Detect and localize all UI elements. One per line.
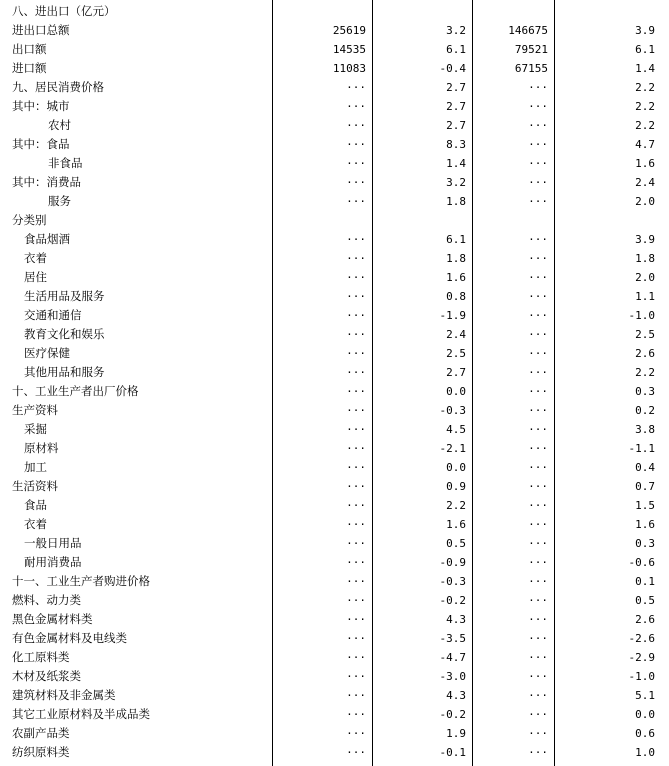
table-row bbox=[0, 477, 669, 496]
cell-c1 bbox=[272, 211, 372, 230]
cell-c2: -2.1 bbox=[439, 442, 466, 455]
cell-c2: -0.2 bbox=[439, 708, 466, 721]
cell-c4: 2.0 bbox=[635, 195, 655, 208]
cell-c1: ··· bbox=[346, 613, 366, 626]
cell-c3: ··· bbox=[528, 100, 548, 113]
cell-c4: 0.1 bbox=[635, 575, 655, 588]
cell-c3: ··· bbox=[528, 366, 548, 379]
table-row bbox=[0, 705, 669, 724]
table-row bbox=[0, 21, 669, 40]
cell-c1: ··· bbox=[346, 252, 366, 265]
row-label: 生活用品及服务 bbox=[24, 289, 105, 303]
row-label: 原材料 bbox=[24, 441, 59, 455]
row-label: 采掘 bbox=[24, 422, 47, 436]
cell-c4 bbox=[554, 2, 669, 21]
table-row bbox=[0, 40, 669, 59]
table-row bbox=[0, 306, 669, 325]
cell-c4: 2.2 bbox=[635, 366, 655, 379]
cell-c3: 146675 bbox=[508, 24, 548, 37]
table-row bbox=[0, 192, 669, 211]
cell-c1: ··· bbox=[346, 708, 366, 721]
cell-c1: ··· bbox=[346, 461, 366, 474]
cell-c2: -0.1 bbox=[439, 746, 466, 759]
cell-c2: 0.9 bbox=[446, 480, 466, 493]
cell-c2: 4.5 bbox=[446, 423, 466, 436]
cell-c1: ··· bbox=[346, 518, 366, 531]
table-row bbox=[0, 135, 669, 154]
cell-c2: 4.3 bbox=[446, 689, 466, 702]
table-row bbox=[0, 59, 669, 78]
cell-c3: ··· bbox=[528, 594, 548, 607]
table-row bbox=[0, 287, 669, 306]
table-body bbox=[0, 2, 669, 762]
cell-c3: 67155 bbox=[514, 62, 548, 75]
table-row bbox=[0, 534, 669, 553]
cell-c2: 0.5 bbox=[446, 537, 466, 550]
cell-c1: ··· bbox=[346, 404, 366, 417]
row-label: 进出口总额 bbox=[12, 23, 70, 37]
cell-c1: ··· bbox=[346, 309, 366, 322]
table-row bbox=[0, 78, 669, 97]
table-row bbox=[0, 591, 669, 610]
cell-c1: ··· bbox=[346, 366, 366, 379]
cell-c3: ··· bbox=[528, 119, 548, 132]
cell-c3: ··· bbox=[528, 271, 548, 284]
cell-c3: ··· bbox=[528, 233, 548, 246]
cell-c2: 6.1 bbox=[446, 43, 466, 56]
table-row bbox=[0, 363, 669, 382]
cell-c2: 2.7 bbox=[446, 100, 466, 113]
cell-c1 bbox=[272, 2, 372, 21]
cell-c2: -0.3 bbox=[439, 404, 466, 417]
cell-c2: 4.3 bbox=[446, 613, 466, 626]
cell-c4: 3.8 bbox=[635, 423, 655, 436]
cell-c4: 0.3 bbox=[635, 385, 655, 398]
row-label: 教育文化和娱乐 bbox=[24, 327, 105, 341]
cell-c3: ··· bbox=[528, 81, 548, 94]
cell-c2: 0.8 bbox=[446, 290, 466, 303]
cell-c4: -1.0 bbox=[628, 309, 655, 322]
row-label: 衣着 bbox=[24, 517, 47, 531]
row-label: 农村 bbox=[48, 118, 71, 132]
cell-c3 bbox=[472, 211, 554, 230]
cell-c1: ··· bbox=[346, 727, 366, 740]
table-row bbox=[0, 458, 669, 477]
cell-c2: 1.9 bbox=[446, 727, 466, 740]
cell-c3: ··· bbox=[528, 480, 548, 493]
table-row bbox=[0, 211, 669, 230]
cell-c4: 2.6 bbox=[635, 347, 655, 360]
table-row bbox=[0, 648, 669, 667]
cell-c2: 1.8 bbox=[446, 252, 466, 265]
cell-c4 bbox=[554, 211, 669, 230]
cell-c3: ··· bbox=[528, 461, 548, 474]
cell-c4: 0.3 bbox=[635, 537, 655, 550]
table-row bbox=[0, 230, 669, 249]
cell-c1: ··· bbox=[346, 575, 366, 588]
table-row bbox=[0, 325, 669, 344]
cell-c4: 0.6 bbox=[635, 727, 655, 740]
cell-c2: 2.7 bbox=[446, 81, 466, 94]
cell-c4: 2.2 bbox=[635, 119, 655, 132]
cell-c2: 2.4 bbox=[446, 328, 466, 341]
cell-c2: -0.4 bbox=[439, 62, 466, 75]
cell-c4: 1.1 bbox=[635, 290, 655, 303]
cell-c4: 2.5 bbox=[635, 328, 655, 341]
cell-c2: -1.9 bbox=[439, 309, 466, 322]
cell-c4: 3.9 bbox=[635, 24, 655, 37]
row-label: 进口额 bbox=[12, 61, 47, 75]
cell-c4: 1.4 bbox=[635, 62, 655, 75]
row-label: 非食品 bbox=[48, 156, 83, 170]
cell-c4: 4.7 bbox=[635, 138, 655, 151]
cell-c2: -0.9 bbox=[439, 556, 466, 569]
table-row bbox=[0, 382, 669, 401]
cell-c1: ··· bbox=[346, 480, 366, 493]
table-row bbox=[0, 420, 669, 439]
table-row bbox=[0, 743, 669, 762]
cell-c1: ··· bbox=[346, 651, 366, 664]
cell-c4: -2.6 bbox=[628, 632, 655, 645]
table-row bbox=[0, 344, 669, 363]
table-row bbox=[0, 724, 669, 743]
cell-c4: 2.4 bbox=[635, 176, 655, 189]
row-label: 有色金属材料及电线类 bbox=[12, 631, 127, 645]
cell-c3: ··· bbox=[528, 632, 548, 645]
table-row bbox=[0, 2, 669, 21]
cell-c2: 3.2 bbox=[446, 24, 466, 37]
cell-c3: ··· bbox=[528, 708, 548, 721]
cell-c3: ··· bbox=[528, 746, 548, 759]
row-label: 食品烟酒 bbox=[24, 232, 70, 246]
row-label: 出口额 bbox=[12, 42, 47, 56]
cell-c2: -3.0 bbox=[439, 670, 466, 683]
cell-c3: ··· bbox=[528, 689, 548, 702]
cell-c2: -3.5 bbox=[439, 632, 466, 645]
cell-c3: 79521 bbox=[514, 43, 548, 56]
table-row bbox=[0, 515, 669, 534]
row-label: 其中：城市 bbox=[12, 99, 70, 113]
cell-c3: ··· bbox=[528, 556, 548, 569]
cell-c1: ··· bbox=[346, 746, 366, 759]
row-label: 其中：食品 bbox=[12, 137, 70, 151]
cell-c4: 2.6 bbox=[635, 613, 655, 626]
cell-c1: ··· bbox=[346, 81, 366, 94]
row-label: 生活资料 bbox=[12, 479, 58, 493]
row-label: 十一、工业生产者购进价格 bbox=[12, 574, 150, 588]
cell-c3: ··· bbox=[528, 385, 548, 398]
cell-c4: 1.8 bbox=[635, 252, 655, 265]
cell-c1: ··· bbox=[346, 594, 366, 607]
cell-c3: ··· bbox=[528, 309, 548, 322]
row-label: 化工原料类 bbox=[12, 650, 70, 664]
row-label: 加工 bbox=[24, 460, 47, 474]
cell-c3: ··· bbox=[528, 176, 548, 189]
cell-c1: ··· bbox=[346, 632, 366, 645]
table-row bbox=[0, 667, 669, 686]
row-label: 农副产品类 bbox=[12, 726, 70, 740]
cell-c4: -2.9 bbox=[628, 651, 655, 664]
cell-c3: ··· bbox=[528, 670, 548, 683]
cell-c4: 0.7 bbox=[635, 480, 655, 493]
cell-c2 bbox=[372, 211, 472, 230]
cell-c3: ··· bbox=[528, 518, 548, 531]
cell-c4: 2.0 bbox=[635, 271, 655, 284]
cell-c3: ··· bbox=[528, 157, 548, 170]
cell-c2: 6.1 bbox=[446, 233, 466, 246]
cell-c3: ··· bbox=[528, 651, 548, 664]
cell-c4: 3.9 bbox=[635, 233, 655, 246]
cell-c3: ··· bbox=[528, 195, 548, 208]
cell-c1: ··· bbox=[346, 290, 366, 303]
cell-c1: ··· bbox=[346, 271, 366, 284]
cell-c1: ··· bbox=[346, 499, 366, 512]
row-label: 交通和通信 bbox=[24, 308, 82, 322]
cell-c4: 1.6 bbox=[635, 518, 655, 531]
row-label: 八、进出口（亿元） bbox=[12, 4, 116, 18]
row-label: 耐用消费品 bbox=[24, 555, 82, 569]
cell-c4: 5.1 bbox=[635, 689, 655, 702]
table-row bbox=[0, 572, 669, 591]
cell-c1: ··· bbox=[346, 233, 366, 246]
cell-c1: ··· bbox=[346, 689, 366, 702]
cell-c4: 0.5 bbox=[635, 594, 655, 607]
row-label: 一般日用品 bbox=[24, 536, 82, 550]
cell-c1: ··· bbox=[346, 100, 366, 113]
cell-c3: ··· bbox=[528, 442, 548, 455]
cell-c4: 6.1 bbox=[635, 43, 655, 56]
table-row bbox=[0, 496, 669, 515]
row-label: 生产资料 bbox=[12, 403, 58, 417]
row-label: 燃料、动力类 bbox=[12, 593, 81, 607]
cell-c2: 2.7 bbox=[446, 119, 466, 132]
cell-c3: ··· bbox=[528, 575, 548, 588]
cell-c1: ··· bbox=[346, 442, 366, 455]
cell-c1: ··· bbox=[346, 138, 366, 151]
cell-c2: 0.0 bbox=[446, 385, 466, 398]
cell-c3: ··· bbox=[528, 499, 548, 512]
cell-c2: 3.2 bbox=[446, 176, 466, 189]
cell-c3: ··· bbox=[528, 252, 548, 265]
table-row bbox=[0, 154, 669, 173]
cell-c1: ··· bbox=[346, 423, 366, 436]
cell-c1: ··· bbox=[346, 119, 366, 132]
cell-c2: -4.7 bbox=[439, 651, 466, 664]
cell-c3: ··· bbox=[528, 423, 548, 436]
cell-c4: 1.0 bbox=[635, 746, 655, 759]
cell-c2: -0.2 bbox=[439, 594, 466, 607]
cell-c1: ··· bbox=[346, 537, 366, 550]
cell-c2: -0.3 bbox=[439, 575, 466, 588]
cell-c4: -1.1 bbox=[628, 442, 655, 455]
cell-c1: ··· bbox=[346, 328, 366, 341]
cell-c3: ··· bbox=[528, 138, 548, 151]
cell-c4: -1.0 bbox=[628, 670, 655, 683]
cell-c2: 8.3 bbox=[446, 138, 466, 151]
table-row bbox=[0, 686, 669, 705]
cell-c3: ··· bbox=[528, 613, 548, 626]
cell-c3: ··· bbox=[528, 347, 548, 360]
row-label: 其中：消费品 bbox=[12, 175, 81, 189]
row-label: 食品 bbox=[24, 498, 47, 512]
row-label: 木材及纸浆类 bbox=[12, 669, 81, 683]
cell-c2: 0.0 bbox=[446, 461, 466, 474]
row-label: 其它工业原材料及半成品类 bbox=[12, 707, 150, 721]
cell-c2: 2.5 bbox=[446, 347, 466, 360]
cell-c1: ··· bbox=[346, 556, 366, 569]
cell-c2: 2.7 bbox=[446, 366, 466, 379]
cell-c3: ··· bbox=[528, 404, 548, 417]
table-row bbox=[0, 116, 669, 135]
cell-c2: 1.8 bbox=[446, 195, 466, 208]
row-label: 居住 bbox=[24, 270, 47, 284]
row-label: 黑色金属材料类 bbox=[12, 612, 93, 626]
row-label: 纺织原料类 bbox=[12, 745, 70, 759]
cell-c3: ··· bbox=[528, 727, 548, 740]
row-label: 九、居民消费价格 bbox=[12, 80, 104, 94]
table-row bbox=[0, 610, 669, 629]
cell-c2: 2.2 bbox=[446, 499, 466, 512]
row-label: 医疗保健 bbox=[24, 346, 70, 360]
cell-c2: 1.6 bbox=[446, 271, 466, 284]
cell-c4: 0.0 bbox=[635, 708, 655, 721]
table-row bbox=[0, 173, 669, 192]
cell-c4: 2.2 bbox=[635, 81, 655, 94]
cell-c4: 2.2 bbox=[635, 100, 655, 113]
row-label: 衣着 bbox=[24, 251, 47, 265]
table-row bbox=[0, 249, 669, 268]
cell-c3: ··· bbox=[528, 537, 548, 550]
table-row bbox=[0, 629, 669, 648]
cell-c4: -0.6 bbox=[628, 556, 655, 569]
row-label: 建筑材料及非金属类 bbox=[12, 688, 116, 702]
cell-c2: 1.6 bbox=[446, 518, 466, 531]
cell-c1: ··· bbox=[346, 176, 366, 189]
cell-c4: 1.6 bbox=[635, 157, 655, 170]
table-row bbox=[0, 401, 669, 420]
cell-c1: ··· bbox=[346, 157, 366, 170]
statistics-table bbox=[0, 2, 669, 762]
cell-c4: 0.4 bbox=[635, 461, 655, 474]
table-row bbox=[0, 439, 669, 458]
table-row bbox=[0, 553, 669, 572]
table-row bbox=[0, 97, 669, 116]
row-label: 十、工业生产者出厂价格 bbox=[12, 384, 139, 398]
cell-c1: ··· bbox=[346, 385, 366, 398]
cell-c1: 14535 bbox=[332, 43, 366, 56]
row-label: 服务 bbox=[48, 194, 71, 208]
cell-c4: 0.2 bbox=[635, 404, 655, 417]
cell-c3: ··· bbox=[528, 328, 548, 341]
cell-c2: 1.4 bbox=[446, 157, 466, 170]
cell-c2 bbox=[372, 2, 472, 21]
row-label: 其他用品和服务 bbox=[24, 365, 105, 379]
cell-c1: 25619 bbox=[332, 24, 366, 37]
table-row bbox=[0, 268, 669, 287]
cell-c1: ··· bbox=[346, 347, 366, 360]
row-label: 分类别 bbox=[12, 213, 47, 227]
cell-c1: 11083 bbox=[332, 62, 366, 75]
cell-c3 bbox=[472, 2, 554, 21]
cell-c3: ··· bbox=[528, 290, 548, 303]
cell-c4: 1.5 bbox=[635, 499, 655, 512]
cell-c1: ··· bbox=[346, 670, 366, 683]
cell-c1: ··· bbox=[346, 195, 366, 208]
